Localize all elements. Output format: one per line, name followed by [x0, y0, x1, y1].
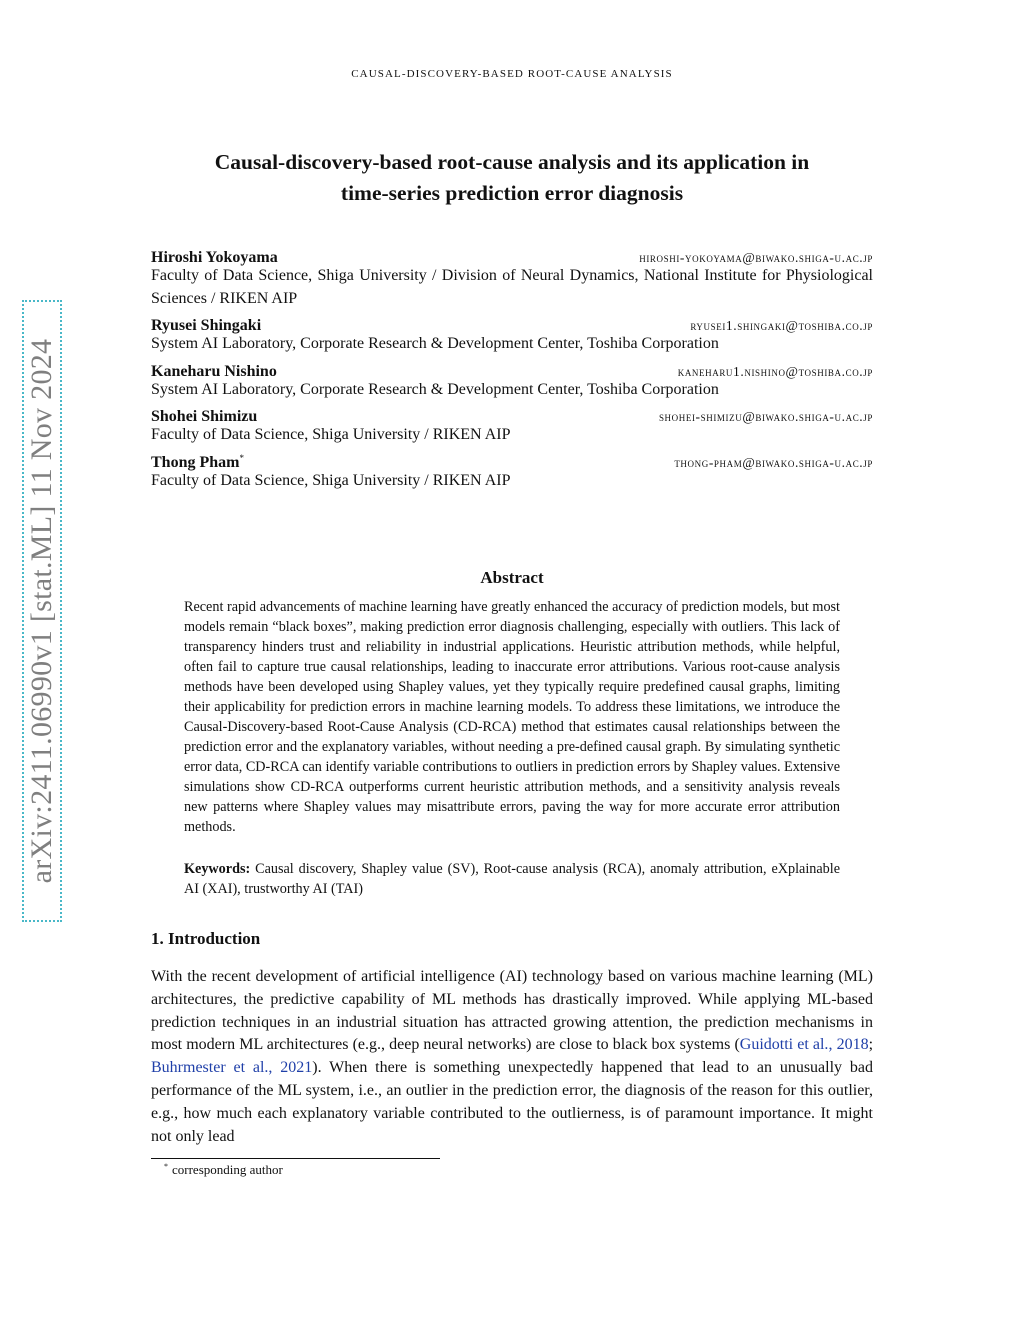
citation-link[interactable]: Buhrmester et al., 2021 — [151, 1059, 313, 1077]
author-email[interactable]: thong-pham@biwako.shiga-u.ac.jp — [674, 454, 873, 470]
citation-link[interactable]: Guidotti et al., 2018 — [739, 1036, 869, 1054]
author-name: Ryusei Shingaki — [151, 317, 262, 335]
keywords — [184, 859, 840, 899]
author-entry — [151, 242, 873, 310]
author-name: Thong Pham* — [151, 452, 244, 471]
author-name: Hiroshi Yokoyama — [151, 249, 278, 266]
author-name: Shohei Shimizu — [151, 408, 258, 426]
author-affiliation: Faculty of Data Science, Shiga University / RIKEN AIP — [151, 426, 511, 444]
footnote-rule — [151, 1158, 440, 1159]
author-entry — [151, 401, 873, 447]
author-affiliation: System AI Laboratory, Corporate Research & Development Center, Toshiba Corporation — [151, 380, 719, 398]
footnote — [164, 1162, 283, 1178]
introduction-paragraph: With the recent development of artificial intelligence (AI) technology based on various machine learning (ML) architectures, the predictive capability of ML methods has drastically improved. While applying ML-based prediction techniques in an industrial situation has attracted growing attention, the prediction mechanisms in most modern ML architectures (e.g., deep neural networks) are close to black box systems (Guidotti et al., 2018; Buhrmester et al., 2021). When there is something unexpectedly happened that lead to an unusually bad performance of the ML system, i.e., an outlier in the prediction error, the diagnosis of the reason for this outlier, e.g., how much each explanatory variable contributed to the outlierness, is of paramount importance. It might not only lead — [151, 968, 874, 1145]
author-email[interactable]: hiroshi-yokoyama@biwako.shiga-u.ac.jp — [639, 250, 873, 265]
paper-title — [150, 147, 874, 209]
author-affiliation: Faculty of Data Science, Shiga University / RIKEN AIP — [151, 471, 511, 489]
author-entry — [151, 447, 873, 493]
arxiv-stamp[interactable]: arXiv:2411.06990v1 [stat.ML] 11 Nov 2024 — [25, 338, 58, 884]
abstract-text: Recent rapid advancements of machine learning have greatly enhanced the accuracy of prediction models, but most models remain “black boxes”, making prediction error diagnosis challenging, especially with outliers. This lack of transparency hinders trust and reliability in industrial applications. Heuristic attribution methods, while helpful, often fail to capture true causal relationships, leading to inaccurate error attributions. Various root-cause analysis methods have been developed using Shapley values, yet they typically require predefined causal graphs, limiting their applicability for prediction errors in machine learning models. To address these limitations, we introduce the Causal-Discovery-based Root-Cause Analysis (CD-RCA) method that estimates causal relationships between the prediction error and the explanatory variables, without needing a pre-defined causal graph. By simulating synthetic error data, CD-RCA can identify variable contributions to outliers in prediction errors by Shapley values. Extensive simulations show CD-RCA outperforms current heuristic attribution methods, and a sensitivity analysis reveals new patterns where Shapley values may misattribute errors, paving the way for more accurate error attribution methods. — [184, 599, 841, 835]
keywords-list: Causal discovery, Shapley value (SV), Root-cause analysis (RCA), anomaly attribution, eXplainable AI (XAI), trustworthy AI (TAI) — [184, 861, 841, 897]
author-email[interactable]: kaneharu1.nishino@toshiba.co.jp — [677, 363, 873, 379]
author-name: Kaneharu Nishino — [151, 362, 277, 380]
footnote-text: corresponding author — [172, 1162, 283, 1177]
title-line-2: time-series prediction error diagnosis — [340, 181, 684, 205]
keywords-label: Keywords: — [184, 861, 251, 877]
abstract-heading: Abstract — [480, 568, 544, 587]
footnote-mark: * — [164, 1162, 168, 1171]
author-block — [151, 242, 873, 493]
author-entry — [151, 356, 873, 402]
running-head: CAUSAL-DISCOVERY-BASED ROOT-CAUSE ANALYSIS — [351, 68, 673, 80]
title-line-1: Causal-discovery-based root-cause analysis and its application in — [214, 150, 810, 174]
corresponding-author-mark: * — [239, 452, 244, 463]
author-affiliation: Faculty of Data Science, Shiga University / Division of Neural Dynamics, National Institute for Physiological Sciences / RIKEN AIP — [151, 267, 873, 307]
author-email[interactable]: ryusei1.shingaki@toshiba.co.jp — [690, 318, 873, 334]
author-affiliation: System AI Laboratory, Corporate Research & Development Center, Toshiba Corporation — [151, 335, 719, 353]
section-heading-introduction: 1. Introduction — [151, 929, 261, 948]
author-email[interactable]: shohei-shimizu@biwako.shiga-u.ac.jp — [658, 409, 873, 425]
author-entry — [151, 310, 873, 356]
